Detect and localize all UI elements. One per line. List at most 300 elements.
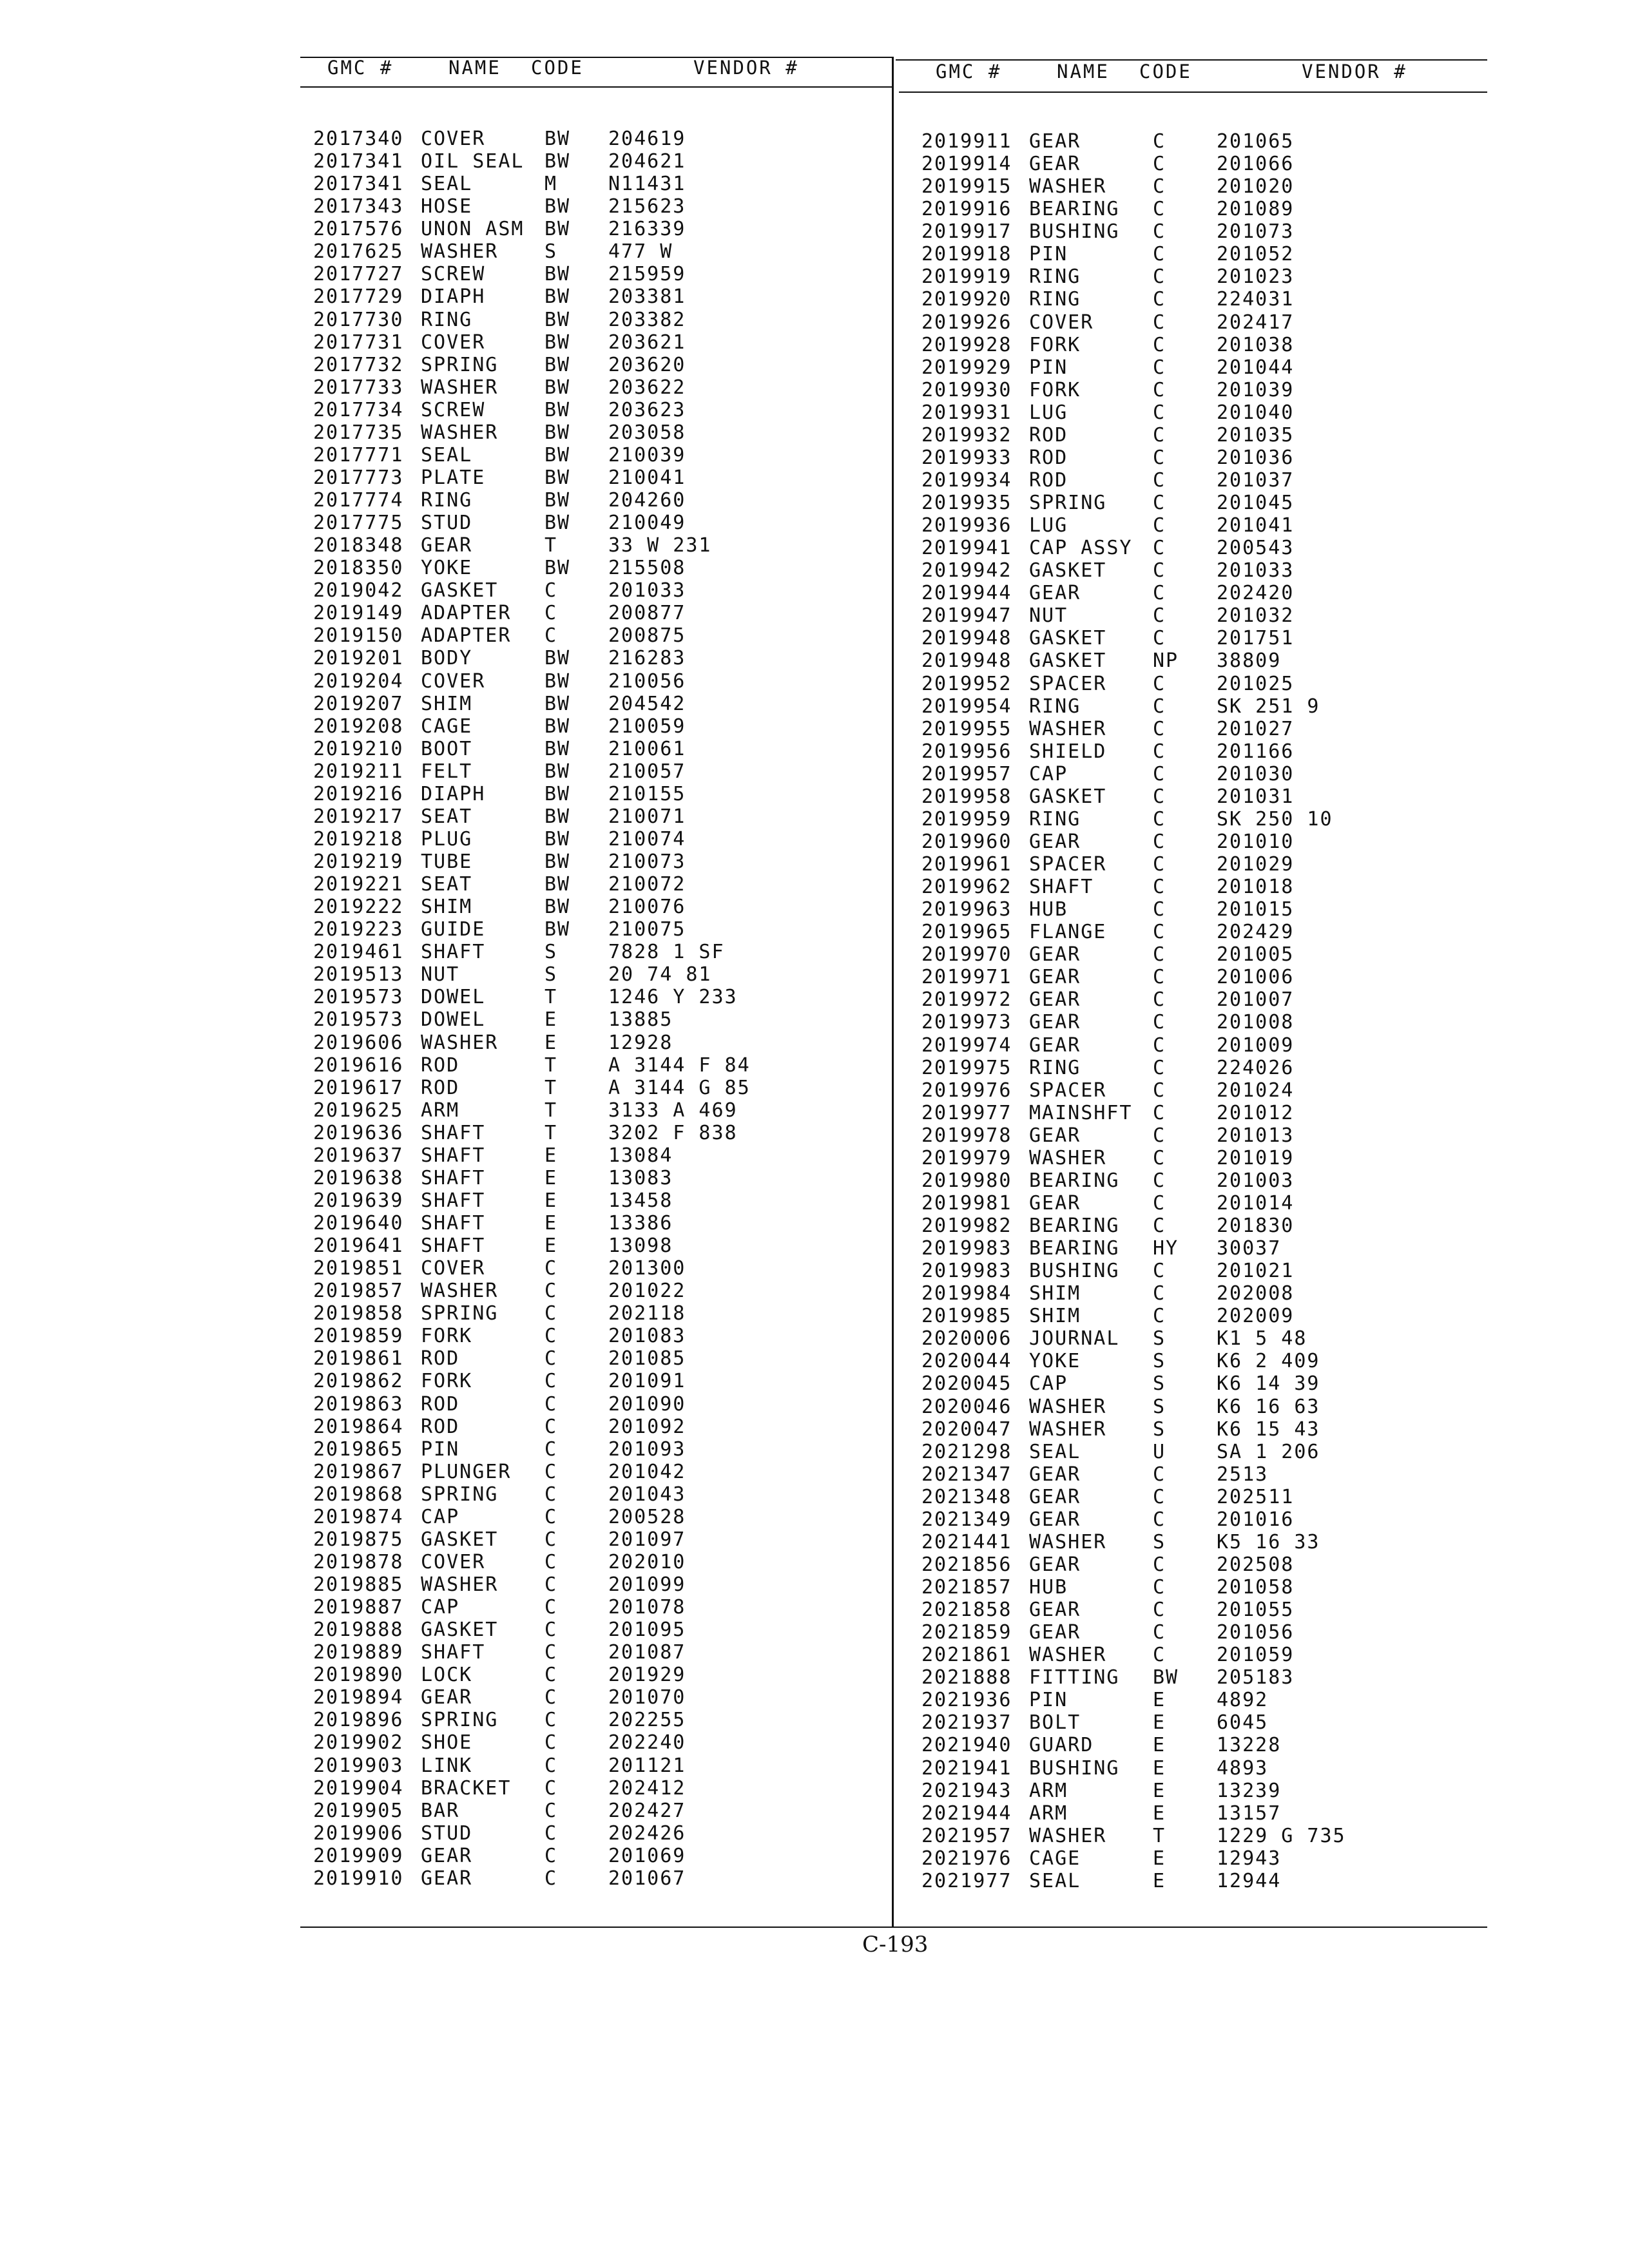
- part-gmc-number: 2017343: [313, 195, 404, 218]
- part-name: SHIM: [421, 692, 473, 715]
- part-code: C: [1153, 243, 1166, 266]
- part-name: RING: [1029, 807, 1081, 831]
- part-code: C: [1153, 1463, 1166, 1486]
- part-gmc-number: 2019885: [313, 1573, 404, 1596]
- part-vendor-number: 201022: [608, 1280, 686, 1303]
- part-code: C: [1153, 446, 1166, 469]
- part-gmc-number: 2019625: [313, 1099, 404, 1122]
- part-name: SHAFT: [421, 1166, 486, 1189]
- part-code: BW: [545, 489, 571, 512]
- part-vendor-number: 203623: [608, 398, 686, 421]
- part-vendor-number: 13239: [1217, 1779, 1282, 1802]
- part-name: RING: [421, 489, 473, 512]
- part-name: RING: [1029, 265, 1081, 289]
- part-vendor-number: K5 16 33: [1217, 1530, 1320, 1553]
- part-name: GEAR: [1029, 1124, 1081, 1147]
- part-code: C: [545, 1731, 558, 1754]
- part-gmc-number: 2019201: [313, 647, 404, 670]
- part-gmc-number: 2019973: [921, 1011, 1012, 1034]
- part-code: C: [1153, 582, 1166, 605]
- part-name: GEAR: [421, 534, 473, 557]
- part-code: C: [1153, 492, 1166, 514]
- part-code: C: [545, 1573, 558, 1596]
- part-gmc-number: 2019959: [921, 807, 1012, 831]
- part-gmc-number: 2021976: [921, 1847, 1012, 1870]
- part-vendor-number: 201024: [1217, 1079, 1295, 1102]
- part-code: T: [1153, 1824, 1166, 1847]
- part-name: FELT: [421, 760, 473, 783]
- part-vendor-number: 201078: [608, 1596, 686, 1619]
- part-name: DOWEL: [421, 1008, 486, 1032]
- part-vendor-number: 201041: [1217, 514, 1295, 537]
- part-code: BW: [545, 218, 571, 241]
- part-name: FORK: [421, 1370, 473, 1393]
- part-code: C: [545, 1392, 558, 1416]
- part-code: C: [1153, 853, 1166, 876]
- part-vendor-number: N11431: [608, 173, 686, 196]
- part-name: DOWEL: [421, 986, 486, 1009]
- part-code: C: [545, 1370, 558, 1393]
- right-header-gmc: GMC #: [936, 61, 1002, 82]
- part-code: C: [545, 1257, 558, 1280]
- part-code: C: [1153, 130, 1166, 153]
- part-vendor-number: 210076: [608, 896, 686, 919]
- part-name: LUG: [1029, 401, 1068, 424]
- part-code: C: [545, 1302, 558, 1325]
- part-gmc-number: 2019976: [921, 1079, 1012, 1102]
- part-gmc-number: 2017625: [313, 240, 404, 264]
- part-vendor-number: 201012: [1217, 1101, 1295, 1124]
- part-vendor-number: 201018: [1217, 876, 1295, 899]
- part-code: C: [545, 1528, 558, 1551]
- part-name: GEAR: [1029, 130, 1081, 153]
- part-name: PIN: [1029, 1689, 1068, 1712]
- part-name: WASHER: [1029, 1530, 1107, 1553]
- part-code: C: [545, 1641, 558, 1664]
- header-underline-right: [899, 91, 1487, 93]
- part-code: BW: [545, 760, 571, 783]
- part-vendor-number: 12928: [608, 1031, 673, 1054]
- part-vendor-number: 203620: [608, 353, 686, 376]
- part-code: S: [545, 941, 558, 964]
- part-name: WASHER: [421, 376, 499, 399]
- part-gmc-number: 2019970: [921, 943, 1012, 966]
- part-name: PLUG: [421, 827, 473, 850]
- part-vendor-number: K6 15 43: [1217, 1418, 1320, 1441]
- part-code: C: [1153, 1599, 1166, 1622]
- part-name: OIL SEAL: [421, 150, 525, 173]
- part-vendor-number: A 3144 G 85: [608, 1076, 751, 1099]
- part-name: SEAL: [421, 443, 473, 466]
- part-vendor-number: 201010: [1217, 830, 1295, 853]
- part-vendor-number: 201007: [1217, 988, 1295, 1012]
- part-vendor-number: 202412: [608, 1776, 686, 1800]
- part-name: BEARING: [1029, 198, 1120, 221]
- part-gmc-number: 2017734: [313, 398, 404, 421]
- part-vendor-number: 201073: [1217, 220, 1295, 244]
- part-vendor-number: 215623: [608, 195, 686, 218]
- part-name: WASHER: [421, 1573, 499, 1596]
- part-name: COVER: [421, 669, 486, 693]
- part-gmc-number: 2017341: [313, 173, 404, 196]
- part-gmc-number: 2017774: [313, 489, 404, 512]
- part-gmc-number: 2019223: [313, 918, 404, 941]
- part-vendor-number: 201040: [1217, 401, 1295, 424]
- part-code: C: [545, 1709, 558, 1732]
- part-gmc-number: 2019865: [313, 1437, 404, 1461]
- part-vendor-number: 202427: [608, 1799, 686, 1822]
- part-gmc-number: 2019606: [313, 1031, 404, 1054]
- part-vendor-number: 200543: [1217, 537, 1295, 560]
- part-name: RING: [1029, 695, 1081, 718]
- part-name: SPRING: [421, 1302, 499, 1325]
- part-gmc-number: 2019219: [313, 850, 404, 873]
- part-code: BW: [545, 128, 571, 150]
- part-code: BW: [545, 331, 571, 354]
- part-name: UNON ASM: [421, 218, 525, 241]
- part-vendor-number: 201121: [608, 1754, 686, 1777]
- part-gmc-number: 2019916: [921, 198, 1012, 221]
- part-vendor-number: 7828 1 SF: [608, 941, 725, 964]
- part-code: C: [1153, 1576, 1166, 1599]
- part-name: RING: [1029, 288, 1081, 311]
- part-gmc-number: 2019958: [921, 785, 1012, 808]
- right-header-code: CODE: [1139, 61, 1192, 82]
- part-code: C: [1153, 220, 1166, 244]
- part-name: GASKET: [1029, 785, 1107, 808]
- part-name: GEAR: [1029, 1011, 1081, 1034]
- part-name: COVER: [421, 1550, 486, 1573]
- part-code: C: [1153, 1553, 1166, 1576]
- part-name: STUD: [421, 1821, 473, 1845]
- part-vendor-number: 201033: [1217, 559, 1295, 582]
- part-gmc-number: 2019217: [313, 805, 404, 828]
- part-gmc-number: 2019980: [921, 1169, 1012, 1192]
- part-vendor-number: 201035: [1217, 423, 1295, 447]
- part-code: C: [545, 1280, 558, 1303]
- part-code: BW: [545, 805, 571, 828]
- part-gmc-number: 2021298: [921, 1440, 1012, 1463]
- part-code: C: [1153, 988, 1166, 1012]
- part-vendor-number: 13083: [608, 1166, 673, 1189]
- part-gmc-number: 2019042: [313, 579, 404, 602]
- part-gmc-number: 2019617: [313, 1076, 404, 1099]
- part-name: GASKET: [421, 1619, 499, 1642]
- part-gmc-number: 2019889: [313, 1641, 404, 1664]
- part-name: GEAR: [1029, 830, 1081, 853]
- part-name: FITTING: [1029, 1666, 1120, 1689]
- part-name: GASKET: [421, 579, 499, 602]
- part-name: YOKE: [1029, 1350, 1081, 1373]
- part-code: E: [1153, 1847, 1166, 1870]
- part-gmc-number: 2019861: [313, 1347, 404, 1370]
- part-name: FORK: [1029, 333, 1081, 356]
- part-code: E: [545, 1008, 558, 1032]
- part-name: COVER: [421, 331, 486, 354]
- part-vendor-number: 204621: [608, 150, 686, 173]
- part-vendor-number: 201008: [1217, 1011, 1295, 1034]
- part-gmc-number: 2019878: [313, 1550, 404, 1573]
- part-vendor-number: 3202 F 838: [608, 1121, 738, 1144]
- part-name: GASKET: [1029, 649, 1107, 673]
- part-code: C: [545, 1799, 558, 1822]
- part-code: C: [1153, 943, 1166, 966]
- part-code: C: [545, 1686, 558, 1709]
- part-name: WASHER: [1029, 717, 1107, 740]
- part-name: GEAR: [421, 1867, 473, 1890]
- part-name: WASHER: [421, 421, 499, 444]
- part-gmc-number: 2019896: [313, 1709, 404, 1732]
- part-vendor-number: 3133 A 469: [608, 1099, 738, 1122]
- part-name: SPRING: [421, 1709, 499, 1732]
- part-vendor-number: 201015: [1217, 898, 1295, 921]
- part-name: GEAR: [1029, 1033, 1081, 1057]
- part-code: M: [545, 173, 558, 196]
- part-gmc-number: 2019902: [313, 1731, 404, 1754]
- part-name: NUT: [421, 963, 460, 986]
- part-code: E: [1153, 1869, 1166, 1892]
- part-code: C: [545, 1460, 558, 1483]
- part-code: C: [1153, 1079, 1166, 1102]
- part-code: C: [1153, 423, 1166, 447]
- part-code: C: [1153, 1124, 1166, 1147]
- part-name: BUSHING: [1029, 220, 1120, 244]
- part-name: GEAR: [1029, 1553, 1081, 1576]
- part-code: T: [545, 986, 558, 1009]
- part-code: C: [1153, 1169, 1166, 1192]
- part-code: C: [1153, 1282, 1166, 1305]
- part-vendor-number: 210073: [608, 850, 686, 873]
- part-gmc-number: 2019936: [921, 514, 1012, 537]
- part-name: GEAR: [1029, 1599, 1081, 1622]
- part-gmc-number: 2019926: [921, 311, 1012, 334]
- part-gmc-number: 2019978: [921, 1124, 1012, 1147]
- part-vendor-number: 201037: [1217, 468, 1295, 492]
- part-gmc-number: 2019636: [313, 1121, 404, 1144]
- part-vendor-number: 201042: [608, 1460, 686, 1483]
- part-vendor-number: 201070: [608, 1686, 686, 1709]
- part-vendor-number: 201092: [608, 1415, 686, 1438]
- part-code: S: [1153, 1395, 1166, 1418]
- part-vendor-number: 202426: [608, 1821, 686, 1845]
- part-gmc-number: 2019204: [313, 669, 404, 693]
- part-name: BUSHING: [1029, 1756, 1120, 1780]
- part-gmc-number: 2019975: [921, 1056, 1012, 1079]
- part-vendor-number: 202010: [608, 1550, 686, 1573]
- part-code: C: [1153, 762, 1166, 785]
- part-code: C: [1153, 198, 1166, 221]
- part-vendor-number: 201005: [1217, 943, 1295, 966]
- part-gmc-number: 2020044: [921, 1350, 1012, 1373]
- part-code: C: [545, 1347, 558, 1370]
- part-name: STUD: [421, 512, 473, 535]
- part-code: C: [1153, 1101, 1166, 1124]
- part-code: E: [545, 1144, 558, 1167]
- part-name: SPRING: [1029, 492, 1107, 514]
- part-gmc-number: 2021941: [921, 1756, 1012, 1780]
- part-gmc-number: 2019920: [921, 288, 1012, 311]
- part-vendor-number: K6 2 409: [1217, 1350, 1320, 1373]
- part-name: WASHER: [1029, 1644, 1107, 1667]
- part-vendor-number: 201027: [1217, 717, 1295, 740]
- part-name: SHAFT: [1029, 876, 1094, 899]
- part-name: SCREW: [421, 398, 486, 421]
- part-vendor-number: 201059: [1217, 1644, 1295, 1667]
- part-code: E: [545, 1166, 558, 1189]
- part-name: DIAPH: [421, 782, 486, 805]
- part-vendor-number: 203621: [608, 331, 686, 354]
- part-gmc-number: 2019211: [313, 760, 404, 783]
- part-vendor-number: 203622: [608, 376, 686, 399]
- part-code: S: [1153, 1530, 1166, 1553]
- part-gmc-number: 2019616: [313, 1053, 404, 1077]
- part-gmc-number: 2021857: [921, 1576, 1012, 1599]
- part-gmc-number: 2017773: [313, 466, 404, 489]
- part-name: PIN: [421, 1437, 460, 1461]
- part-vendor-number: 201016: [1217, 1508, 1295, 1531]
- part-code: C: [1153, 559, 1166, 582]
- part-vendor-number: 210056: [608, 669, 686, 693]
- part-vendor-number: K6 14 39: [1217, 1372, 1320, 1396]
- part-name: COVER: [421, 1257, 486, 1280]
- part-gmc-number: 2019948: [921, 627, 1012, 650]
- part-vendor-number: 201029: [1217, 853, 1295, 876]
- part-gmc-number: 2018348: [313, 534, 404, 557]
- part-code: C: [1153, 1508, 1166, 1531]
- part-gmc-number: 2019984: [921, 1282, 1012, 1305]
- part-vendor-number: 202511: [1217, 1485, 1295, 1508]
- part-vendor-number: 201087: [608, 1641, 686, 1664]
- part-vendor-number: 201083: [608, 1325, 686, 1348]
- part-vendor-number: 13386: [608, 1212, 673, 1235]
- part-name: SEAL: [1029, 1869, 1081, 1892]
- part-vendor-number: 201067: [608, 1867, 686, 1890]
- part-vendor-number: 201019: [1217, 1146, 1295, 1169]
- part-vendor-number: 202118: [608, 1302, 686, 1325]
- part-vendor-number: 201058: [1217, 1576, 1295, 1599]
- part-gmc-number: 2021348: [921, 1485, 1012, 1508]
- part-name: SPRING: [421, 1483, 499, 1506]
- part-name: SEAT: [421, 873, 473, 896]
- part-name: GEAR: [1029, 1191, 1081, 1215]
- part-code: BW: [545, 285, 571, 309]
- part-gmc-number: 2019641: [313, 1235, 404, 1258]
- part-vendor-number: 216339: [608, 218, 686, 241]
- part-code: S: [545, 963, 558, 986]
- part-vendor-number: 210057: [608, 760, 686, 783]
- part-gmc-number: 2017729: [313, 285, 404, 309]
- part-name: ARM: [421, 1099, 460, 1122]
- part-gmc-number: 2019947: [921, 604, 1012, 628]
- part-code: C: [1153, 265, 1166, 289]
- part-code: C: [1153, 876, 1166, 899]
- part-name: GEAR: [1029, 582, 1081, 605]
- part-vendor-number: K1 5 48: [1217, 1327, 1307, 1350]
- part-name: BAR: [421, 1799, 460, 1822]
- part-gmc-number: 2020045: [921, 1372, 1012, 1396]
- part-vendor-number: 201014: [1217, 1191, 1295, 1215]
- part-gmc-number: 2021944: [921, 1802, 1012, 1825]
- part-code: BW: [545, 737, 571, 760]
- part-vendor-number: 13885: [608, 1008, 673, 1032]
- part-gmc-number: 2017735: [313, 421, 404, 444]
- part-name: PIN: [1029, 243, 1068, 266]
- part-gmc-number: 2019934: [921, 468, 1012, 492]
- part-gmc-number: 2019933: [921, 446, 1012, 469]
- part-gmc-number: 2019911: [921, 130, 1012, 153]
- part-code: C: [1153, 672, 1166, 695]
- part-name: GEAR: [1029, 1621, 1081, 1644]
- part-gmc-number: 2019971: [921, 966, 1012, 989]
- part-gmc-number: 2021861: [921, 1644, 1012, 1667]
- part-gmc-number: 2019637: [313, 1144, 404, 1167]
- part-name: SHIELD: [1029, 740, 1107, 763]
- part-name: DIAPH: [421, 285, 486, 309]
- part-vendor-number: 6045: [1217, 1711, 1269, 1735]
- part-code: HY: [1153, 1237, 1179, 1260]
- part-gmc-number: 2021859: [921, 1621, 1012, 1644]
- part-name: ROD: [421, 1392, 460, 1416]
- part-vendor-number: 202420: [1217, 582, 1295, 605]
- part-gmc-number: 2019150: [313, 624, 404, 648]
- part-gmc-number: 2017732: [313, 353, 404, 376]
- part-gmc-number: 2019928: [921, 333, 1012, 356]
- part-gmc-number: 2017576: [313, 218, 404, 241]
- part-code: BW: [545, 466, 571, 489]
- part-vendor-number: 201044: [1217, 356, 1295, 379]
- part-gmc-number: 2019222: [313, 896, 404, 919]
- part-name: ADAPTER: [421, 624, 512, 648]
- part-gmc-number: 2019208: [313, 715, 404, 738]
- part-gmc-number: 2019207: [313, 692, 404, 715]
- part-name: SHAFT: [421, 1121, 486, 1144]
- part-code: C: [1153, 921, 1166, 944]
- part-code: BW: [545, 376, 571, 399]
- part-code: E: [1153, 1802, 1166, 1825]
- part-gmc-number: 2019894: [313, 1686, 404, 1709]
- part-gmc-number: 2019944: [921, 582, 1012, 605]
- part-name: NUT: [1029, 604, 1068, 628]
- part-vendor-number: 201045: [1217, 492, 1295, 514]
- part-vendor-number: 201009: [1217, 1033, 1295, 1057]
- part-name: ARM: [1029, 1779, 1068, 1802]
- part-name: TUBE: [421, 850, 473, 873]
- part-vendor-number: 204619: [608, 128, 686, 150]
- part-name: CAP: [421, 1505, 460, 1528]
- part-name: CAGE: [421, 715, 473, 738]
- part-name: SHAFT: [421, 1235, 486, 1258]
- part-vendor-number: 4893: [1217, 1756, 1269, 1780]
- part-gmc-number: 2019918: [921, 243, 1012, 266]
- part-code: C: [1153, 1305, 1166, 1328]
- part-gmc-number: 2019867: [313, 1460, 404, 1483]
- part-code: C: [1153, 627, 1166, 650]
- part-code: S: [1153, 1418, 1166, 1441]
- part-gmc-number: 2021957: [921, 1824, 1012, 1847]
- part-gmc-number: 2019957: [921, 762, 1012, 785]
- part-vendor-number: 210049: [608, 512, 686, 535]
- part-vendor-number: 202255: [608, 1709, 686, 1732]
- part-name: SPACER: [1029, 1079, 1107, 1102]
- part-gmc-number: 2019859: [313, 1325, 404, 1348]
- part-gmc-number: 2019858: [313, 1302, 404, 1325]
- part-name: SHOE: [421, 1731, 473, 1754]
- part-gmc-number: 2019210: [313, 737, 404, 760]
- part-gmc-number: 2019972: [921, 988, 1012, 1012]
- part-code: E: [1153, 1756, 1166, 1780]
- part-code: BW: [545, 647, 571, 670]
- part-code: BW: [1153, 1666, 1179, 1689]
